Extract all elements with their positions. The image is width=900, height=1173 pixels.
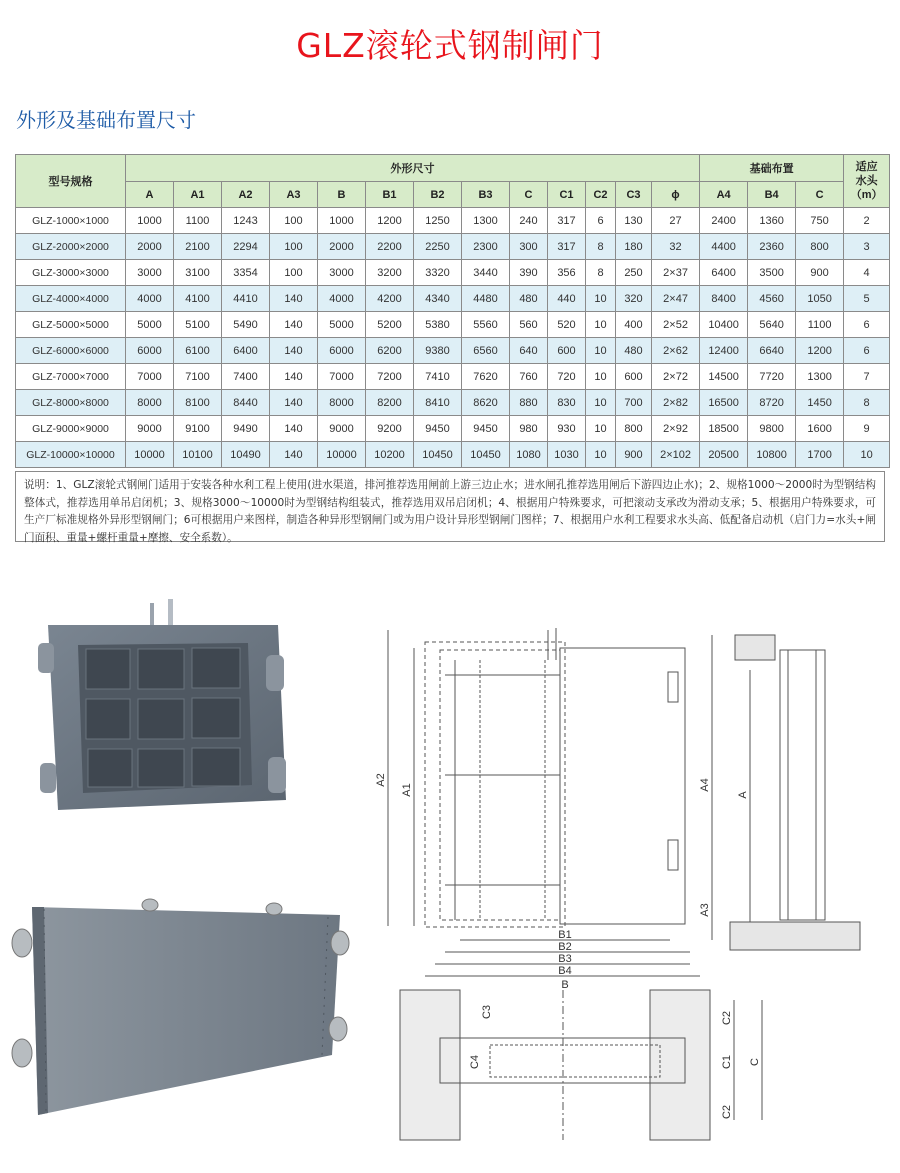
table-cell: 480: [616, 338, 652, 364]
table-cell: 3000: [318, 260, 366, 286]
table-cell: 2×102: [652, 442, 700, 468]
table-cell: 2360: [748, 234, 796, 260]
table-cell: 4000: [126, 286, 174, 312]
table-cell: 4400: [700, 234, 748, 260]
table-cell: 8000: [126, 390, 174, 416]
column-header: B1: [366, 182, 414, 208]
table-row: [16, 416, 890, 442]
dimension-label: A2: [375, 773, 387, 787]
table-cell: 1600: [796, 416, 844, 442]
table-cell: 7400: [222, 364, 270, 390]
table-cell: 2100: [174, 234, 222, 260]
table-cell: 1360: [748, 208, 796, 234]
table-cell: 5000: [318, 312, 366, 338]
table-cell: 440: [548, 286, 586, 312]
technical-drawing: [370, 600, 890, 1150]
table-cell: 2000: [318, 234, 366, 260]
table-cell: 10: [586, 338, 616, 364]
table-cell: 1000: [318, 208, 366, 234]
table-cell: 930: [548, 416, 586, 442]
table-cell: 600: [548, 338, 586, 364]
table-cell: 980: [510, 416, 548, 442]
table-cell: 9200: [366, 416, 414, 442]
table-cell: 9100: [174, 416, 222, 442]
table-cell: 6400: [700, 260, 748, 286]
table-cell: 700: [616, 390, 652, 416]
model-cell: GLZ-1000×1000: [16, 208, 126, 234]
column-header: A4: [700, 182, 748, 208]
model-cell: GLZ-7000×7000: [16, 364, 126, 390]
column-header: A1: [174, 182, 222, 208]
table-cell: 5: [844, 286, 890, 312]
table-cell: 140: [270, 390, 318, 416]
column-header: C: [796, 182, 844, 208]
table-cell: 1243: [222, 208, 270, 234]
table-cell: 1000: [126, 208, 174, 234]
table-cell: 1100: [796, 312, 844, 338]
table-cell: 6100: [174, 338, 222, 364]
table-cell: 10: [586, 286, 616, 312]
model-cell: GLZ-4000×4000: [16, 286, 126, 312]
table-cell: 10100: [174, 442, 222, 468]
table-cell: 8100: [174, 390, 222, 416]
table-cell: 8: [586, 234, 616, 260]
table-cell: 2×47: [652, 286, 700, 312]
spec-table: [15, 154, 890, 468]
table-row: [16, 208, 890, 234]
table-cell: 100: [270, 234, 318, 260]
table-cell: 4340: [414, 286, 462, 312]
table-cell: 8720: [748, 390, 796, 416]
table-cell: 10: [586, 416, 616, 442]
table-cell: 10490: [222, 442, 270, 468]
table-cell: 8410: [414, 390, 462, 416]
dimension-label: C3: [481, 1004, 493, 1020]
table-cell: 600: [616, 364, 652, 390]
table-cell: 3100: [174, 260, 222, 286]
table-cell: 10800: [748, 442, 796, 468]
column-header: ϕ: [652, 182, 700, 208]
table-cell: 3320: [414, 260, 462, 286]
table-cell: 27: [652, 208, 700, 234]
table-cell: 5200: [366, 312, 414, 338]
table-cell: 1300: [462, 208, 510, 234]
dimension-label: C: [749, 1058, 761, 1066]
table-cell: 9800: [748, 416, 796, 442]
dimension-label: A1: [401, 783, 413, 797]
table-cell: 750: [796, 208, 844, 234]
table-cell: 5100: [174, 312, 222, 338]
table-cell: 9450: [414, 416, 462, 442]
table-cell: 7620: [462, 364, 510, 390]
table-cell: 10: [586, 364, 616, 390]
dimension-label: A4: [699, 778, 711, 792]
header-model: 型号规格: [16, 155, 126, 208]
table-cell: 5380: [414, 312, 462, 338]
table-cell: 1080: [510, 442, 548, 468]
table-cell: 130: [616, 208, 652, 234]
table-cell: 830: [548, 390, 586, 416]
table-cell: 2200: [366, 234, 414, 260]
table-cell: 6: [586, 208, 616, 234]
table-row: [16, 442, 890, 468]
model-cell: GLZ-5000×5000: [16, 312, 126, 338]
table-cell: 300: [510, 234, 548, 260]
model-cell: GLZ-3000×3000: [16, 260, 126, 286]
table-row: [16, 364, 890, 390]
table-row: [16, 234, 890, 260]
table-cell: 7410: [414, 364, 462, 390]
table-cell: 8000: [318, 390, 366, 416]
table-cell: 10: [586, 312, 616, 338]
table-cell: 1300: [796, 364, 844, 390]
table-cell: 100: [270, 208, 318, 234]
dimension-label: C2: [721, 1010, 733, 1026]
column-header: A3: [270, 182, 318, 208]
table-cell: 14500: [700, 364, 748, 390]
page-title: GLZ滚轮式钢制闸门: [296, 26, 604, 65]
table-cell: 10: [586, 390, 616, 416]
table-cell: 4560: [748, 286, 796, 312]
column-header: B: [318, 182, 366, 208]
header-water-head-line2: 水头: [855, 175, 878, 187]
table-cell: 2294: [222, 234, 270, 260]
table-cell: 4480: [462, 286, 510, 312]
table-cell: 760: [510, 364, 548, 390]
table-cell: 9490: [222, 416, 270, 442]
table-cell: 900: [796, 260, 844, 286]
dimension-label: B3: [558, 953, 572, 965]
table-cell: 560: [510, 312, 548, 338]
table-cell: 10000: [126, 442, 174, 468]
table-cell: 3500: [748, 260, 796, 286]
table-cell: 240: [510, 208, 548, 234]
table-cell: 8440: [222, 390, 270, 416]
table-cell: 2300: [462, 234, 510, 260]
table-cell: 10450: [462, 442, 510, 468]
table-cell: 400: [616, 312, 652, 338]
table-cell: 2×52: [652, 312, 700, 338]
table-cell: 3354: [222, 260, 270, 286]
model-cell: GLZ-10000×10000: [16, 442, 126, 468]
table-cell: 2×92: [652, 416, 700, 442]
column-header: C: [510, 182, 548, 208]
table-cell: 1200: [796, 338, 844, 364]
header-outline-dimensions: 外形尺寸: [126, 155, 700, 182]
model-cell: GLZ-8000×8000: [16, 390, 126, 416]
model-cell: GLZ-6000×6000: [16, 338, 126, 364]
dimension-label: B4: [558, 965, 572, 977]
table-cell: 2×72: [652, 364, 700, 390]
table-cell: 8620: [462, 390, 510, 416]
table-cell: 7200: [366, 364, 414, 390]
table-cell: 390: [510, 260, 548, 286]
table-row: [16, 260, 890, 286]
table-cell: 140: [270, 416, 318, 442]
column-header: A: [126, 182, 174, 208]
header-water-head-line3: （m）: [850, 189, 883, 201]
table-cell: 6560: [462, 338, 510, 364]
column-header: A2: [222, 182, 270, 208]
dimension-label: A: [737, 791, 749, 799]
table-cell: 356: [548, 260, 586, 286]
table-cell: 3000: [126, 260, 174, 286]
table-cell: 317: [548, 208, 586, 234]
table-cell: 6400: [222, 338, 270, 364]
dimension-label: B2: [558, 941, 572, 953]
table-cell: 140: [270, 286, 318, 312]
table-cell: 317: [548, 234, 586, 260]
table-cell: 4100: [174, 286, 222, 312]
column-header: B3: [462, 182, 510, 208]
header-water-head: [844, 155, 890, 208]
table-cell: 8200: [366, 390, 414, 416]
column-header: B4: [748, 182, 796, 208]
table-cell: 140: [270, 312, 318, 338]
table-cell: 800: [796, 234, 844, 260]
table-cell: 180: [616, 234, 652, 260]
header-water-head-line1: 适应: [855, 161, 878, 173]
header-foundation-layout: 基础布置: [700, 155, 844, 182]
dimension-label: C4: [469, 1054, 481, 1070]
table-cell: 1200: [366, 208, 414, 234]
table-cell: 6640: [748, 338, 796, 364]
table-cell: 16500: [700, 390, 748, 416]
table-cell: 1030: [548, 442, 586, 468]
table-cell: 100: [270, 260, 318, 286]
dimension-label: B1: [558, 929, 572, 941]
table-row: [16, 286, 890, 312]
table-cell: 720: [548, 364, 586, 390]
table-cell: 140: [270, 364, 318, 390]
table-cell: 9450: [462, 416, 510, 442]
table-cell: 8400: [700, 286, 748, 312]
table-cell: 640: [510, 338, 548, 364]
table-cell: 10: [586, 442, 616, 468]
column-header: C2: [586, 182, 616, 208]
table-cell: 5490: [222, 312, 270, 338]
table-cell: 3: [844, 234, 890, 260]
table-cell: 2×82: [652, 390, 700, 416]
table-cell: 900: [616, 442, 652, 468]
table-cell: 12400: [700, 338, 748, 364]
table-cell: 520: [548, 312, 586, 338]
table-cell: 4410: [222, 286, 270, 312]
table-cell: 6000: [126, 338, 174, 364]
table-cell: 8: [586, 260, 616, 286]
table-cell: 9: [844, 416, 890, 442]
table-row: [16, 390, 890, 416]
table-cell: 2250: [414, 234, 462, 260]
table-cell: 1450: [796, 390, 844, 416]
dimension-label: C2: [721, 1104, 733, 1120]
column-header: B2: [414, 182, 462, 208]
spec-table-container: [15, 154, 885, 468]
notes-text: 说明：1、GLZ滚轮式钢闸门适用于安装各种水利工程上使用(进水渠道，排河推荐选用闸前上游三边止水；进水闸孔推荐选用闸后下游四边止水)；2、规格1000～2000时为型钢结构整体式，推荐选用单吊启闭机；3、规格3000～10000时为型钢结构组装式，推荐选用双吊启闭机；4、根据用户特殊要求，可把滚动支承改为滑动支承；5、根据用户特殊要求，可生产厂标准规格外异形型钢闸门；6可根据用户来图样，制造各种异形型钢闸门或为用户设计异形型钢闸门图样；7、根据用户水利工程要求水头高、低配备启动机（启门力=水头+闸门面积、重量+螺杆重量+摩擦、安全系数）。: [15, 471, 885, 542]
table-cell: 3440: [462, 260, 510, 286]
dimension-label: B: [561, 979, 569, 991]
table-cell: 7720: [748, 364, 796, 390]
table-cell: 9000: [126, 416, 174, 442]
table-cell: 1700: [796, 442, 844, 468]
table-cell: 140: [270, 442, 318, 468]
table-cell: 6: [844, 338, 890, 364]
table-cell: 7100: [174, 364, 222, 390]
table-cell: 2400: [700, 208, 748, 234]
table-cell: 6: [844, 312, 890, 338]
table-cell: 10: [844, 442, 890, 468]
table-cell: 2: [844, 208, 890, 234]
table-cell: 2×62: [652, 338, 700, 364]
section-title: 外形及基础布置尺寸: [16, 108, 196, 132]
table-cell: 880: [510, 390, 548, 416]
table-cell: 1250: [414, 208, 462, 234]
table-cell: 10000: [318, 442, 366, 468]
table-cell: 9000: [318, 416, 366, 442]
table-cell: 5640: [748, 312, 796, 338]
dimension-label: A3: [699, 903, 711, 917]
table-cell: 32: [652, 234, 700, 260]
table-cell: 6000: [318, 338, 366, 364]
table-cell: 5000: [126, 312, 174, 338]
table-cell: 6200: [366, 338, 414, 364]
table-row: [16, 338, 890, 364]
model-cell: GLZ-2000×2000: [16, 234, 126, 260]
table-cell: 320: [616, 286, 652, 312]
table-cell: 5560: [462, 312, 510, 338]
column-header: C3: [616, 182, 652, 208]
table-cell: 250: [616, 260, 652, 286]
table-cell: 4: [844, 260, 890, 286]
model-cell: GLZ-9000×9000: [16, 416, 126, 442]
table-cell: 10450: [414, 442, 462, 468]
table-cell: 10400: [700, 312, 748, 338]
table-cell: 7000: [126, 364, 174, 390]
dimension-label: C1: [721, 1054, 733, 1070]
table-cell: 4000: [318, 286, 366, 312]
table-cell: 18500: [700, 416, 748, 442]
table-cell: 1100: [174, 208, 222, 234]
table-cell: 7000: [318, 364, 366, 390]
gate-panel-photo: [10, 895, 355, 1120]
gate-frame-photo: [38, 595, 300, 825]
table-cell: 140: [270, 338, 318, 364]
table-cell: 9380: [414, 338, 462, 364]
table-cell: 4200: [366, 286, 414, 312]
table-cell: 2000: [126, 234, 174, 260]
table-cell: 7: [844, 364, 890, 390]
table-cell: 800: [616, 416, 652, 442]
table-cell: 10200: [366, 442, 414, 468]
table-cell: 3200: [366, 260, 414, 286]
column-header: C1: [548, 182, 586, 208]
table-cell: 8: [844, 390, 890, 416]
table-row: [16, 312, 890, 338]
table-cell: 2×37: [652, 260, 700, 286]
table-cell: 1050: [796, 286, 844, 312]
table-cell: 480: [510, 286, 548, 312]
table-cell: 20500: [700, 442, 748, 468]
